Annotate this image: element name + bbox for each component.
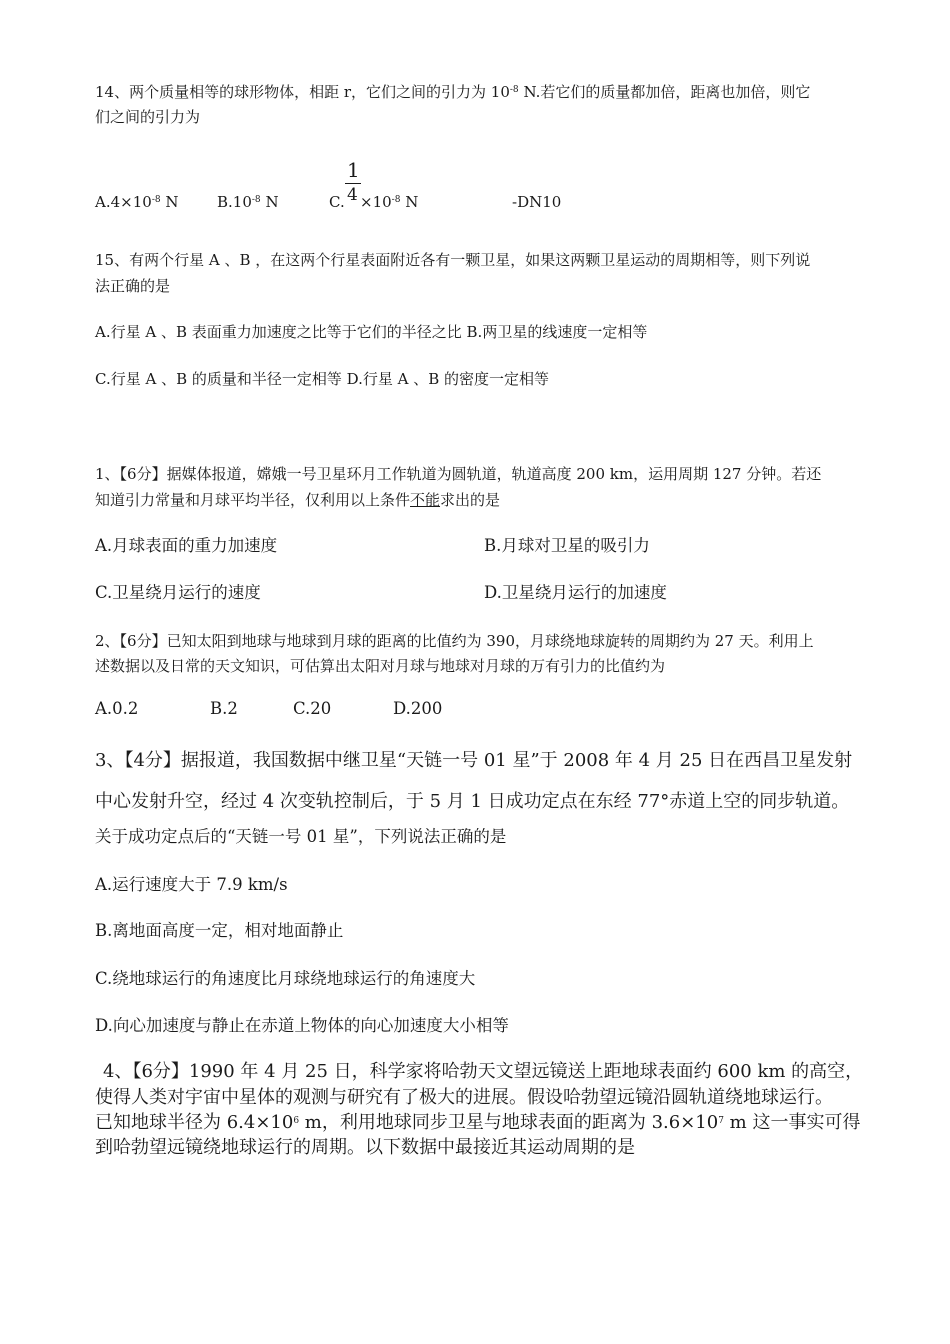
q2-option-d: D.200 bbox=[393, 699, 443, 718]
q14-option-b: $B.10^{-8}$ N bbox=[217, 193, 279, 211]
q3-stem-line-3: 关于成功定点后的“天链一号 01 星”，下列说法正确的是 bbox=[95, 827, 507, 846]
q14-stem-line-1: 14、两个质量相等的球形物体，相距 r，它们之间的引力为 $10^{-8}$ N.若它们的质量都加倍，距离也加倍，则它 bbox=[95, 83, 811, 101]
q15-stem-line-2: 法正确的是 bbox=[95, 277, 171, 295]
q3-stem-line-2: 中心发射升空，经过 4 次变轨控制后，于 5 月 1 日成功定点在东经 77°赤道上空的同步轨道。 bbox=[95, 791, 850, 812]
q3-option-a: A.运行速度大于 7.9 km/s bbox=[95, 875, 288, 894]
q14-option-c-label: C. bbox=[329, 193, 345, 211]
q1-stem-line-2: 知道引力常量和月球平均半径，仅利用以上条件不能求出的是 bbox=[95, 491, 501, 509]
q2-option-c: C.20 bbox=[293, 699, 332, 718]
q2-option-a: A.0.2 bbox=[95, 699, 139, 718]
q1-option-d: D.卫星绕月运行的加速度 bbox=[484, 583, 667, 602]
q3-option-c: C.绕地球运行的角速度比月球绕地球运行的角速度大 bbox=[95, 969, 476, 988]
q1-stem-line-1: 1、【6分】据媒体报道，嫦娥一号卫星环月工作轨道为圆轨道，轨道高度 200 km，运用周期 127 分钟。若还 bbox=[95, 465, 822, 483]
q2-option-b: B.2 bbox=[210, 699, 238, 718]
q14-option-c-fraction-numerator: 1 bbox=[347, 158, 360, 182]
q3-stem-line-1: 3、【4分】据报道，我国数据中继卫星“天链一号 01 星”于 2008 年 4 月 25 日在西昌卫星发射 bbox=[95, 750, 853, 771]
q3-option-d: D.向心加速度与静止在赤道上物体的向心加速度大小相等 bbox=[95, 1016, 509, 1035]
q15-options-cd: C.行星 A 、B 的质量和半径一定相等 D.行星 A 、B 的密度一定相等 bbox=[95, 370, 550, 388]
q4-stem-line-1: 4、【6分】1990 年 4 月 25 日，科学家将哈勃天文望远镜送上距地球表面约 600 km 的高空， bbox=[103, 1061, 864, 1082]
q15-stem-line-1: 15、有两个行星 A 、B ，在这两个行星表面附近各有一颗卫星，如果这两颗卫星运动的周期相等，则下列说 bbox=[95, 251, 811, 269]
q14-option-c-fraction-denominator: 4 bbox=[347, 185, 358, 205]
q14-option-a: $A.4\times 10^{-8}$ N bbox=[95, 193, 179, 211]
q1-emphasis-not-able: 不能 bbox=[410, 491, 441, 509]
q1-option-a: A.月球表面的重力加速度 bbox=[95, 536, 278, 555]
q1-option-b: B.月球对卫星的吸引力 bbox=[484, 536, 650, 555]
q15-options-ab: A.行星 A 、B 表面重力加速度之比等于它们的半径之比 B.两卫星的线速度一定相等 bbox=[95, 323, 648, 341]
q4-stem-line-3: 已知地球半径为 $6.4\times 10^6$ m，利用地球同步卫星与地球表面的距离为 $3.6\times 10^7$ m 这一事实可得 bbox=[95, 1112, 861, 1133]
q3-option-b: B.离地面高度一定，相对地面静止 bbox=[95, 921, 344, 940]
q1-option-c: C.卫星绕月运行的速度 bbox=[95, 583, 261, 602]
q14-option-d: -DN10 bbox=[512, 193, 562, 211]
q2-stem-line-2: 述数据以及日常的天文知识，可估算出太阳对月球与地球对月球的万有引力的比值约为 bbox=[95, 657, 666, 675]
q14-option-c: $\times 10^{-8}$ N bbox=[360, 193, 419, 211]
q14-stem-line-2: 们之间的引力为 bbox=[95, 108, 201, 126]
q2-stem-line-1: 2、【6分】已知太阳到地球与地球到月球的距离的比值约为 390，月球绕地球旋转的周期约为 27 天。利用上 bbox=[95, 632, 814, 650]
q4-stem-line-4: 到哈勃望远镜绕地球运行的周期。以下数据中最接近其运动周期的是 bbox=[95, 1137, 635, 1158]
q4-stem-line-2: 使得人类对宇宙中星体的观测与研究有了极大的进展。假设哈勃望远镜沿圆轨道绕地球运行。 bbox=[95, 1087, 833, 1108]
